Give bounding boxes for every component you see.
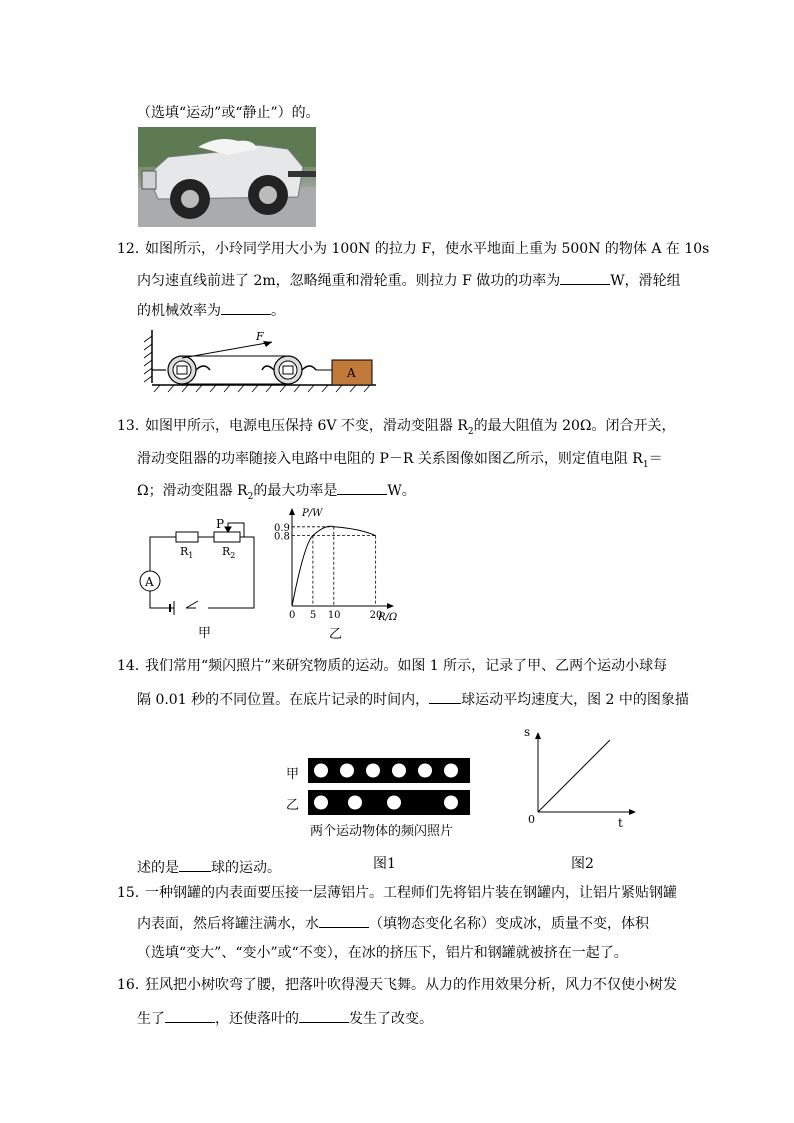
choice-hint-line: （选填“运动”或“静止”）的。 — [137, 105, 320, 121]
question-16-number: 16． — [117, 977, 149, 993]
slider-p-label: P — [216, 517, 225, 531]
question-12-line-3: 的机械效率为 。 — [137, 300, 285, 321]
r1-label: $R_1$ — [180, 545, 194, 560]
figure-1-label: 图1 — [373, 856, 396, 872]
x-tick-label: 0 — [289, 610, 296, 621]
question-14-line-2: 隔 0.01 秒的不同位置。在底片记录的时间内， 球运动平均速度大，图 2 中的图象描 — [137, 689, 689, 710]
ammeter-label: A — [145, 575, 154, 589]
pulley-figure — [140, 328, 380, 398]
block-a-label: A — [347, 366, 356, 380]
answer-blank-power[interactable] — [560, 270, 610, 285]
x-axis-arrow — [387, 603, 394, 609]
y-axis-arrow — [289, 508, 295, 515]
force-label: F — [256, 330, 264, 343]
question-13-line-2: 滑动变阻器的功率随接入电路中电阻的 P－R 关系图像如图乙所示，则定值电阻 $R_1=$ — [137, 451, 663, 470]
question-13-line-1: 如图甲所示，电源电压保持 6V 不变，滑动变阻器 $R_2$的最大阻值为 20Ω。闭合开关， — [145, 418, 676, 437]
power-resistance-graph — [272, 506, 412, 644]
question-14-line-1: 我们常用“频闪照片”来研究物质的运动。如图 1 所示，记录了甲、乙两个运动小球每 — [145, 658, 668, 674]
s-axis-label: s — [524, 725, 531, 739]
question-13-line-3: Ω；滑动变阻器 $R_2$的最大功率是 W。 — [137, 480, 416, 507]
ball-jia — [340, 764, 354, 778]
vehicle-photo — [138, 127, 316, 227]
row-yi-label: 乙 — [286, 798, 300, 813]
ball-jia — [314, 764, 328, 778]
circuit-caption: 甲 — [198, 626, 212, 641]
question-15-line-2: 内表面，然后将罐注满水，水 （填物态变化名称）变成冰，质量不变，体积 — [137, 913, 649, 934]
answer-blank-max-power[interactable] — [337, 480, 387, 495]
y-tick-label: 0.8 — [274, 531, 290, 543]
graph-caption: 乙 — [329, 627, 343, 642]
question-12-line-2: 内匀速直线前进了 2m，忽略绳重和滑轮重。则拉力 F 做功的功率为 W，滑轮组 — [137, 270, 681, 291]
y-axis-label: P/W — [302, 508, 323, 519]
row-jia-label: 甲 — [286, 767, 300, 782]
question-15-line-3: （选填“变大”、“变小”或“不变），在冰的挤压下，铝片和钢罐就被挤在一起了。 — [137, 945, 628, 961]
question-15-number: 15． — [117, 885, 149, 901]
figure-2-label: 图2 — [571, 856, 594, 872]
t-axis-label: t — [618, 816, 623, 830]
ball-yi — [348, 796, 362, 810]
strobe-caption: 两个运动物体的频闪照片 — [310, 824, 454, 839]
x-axis-label: R/Ω — [378, 612, 398, 623]
question-12-line-1: 如图所示，小玲同学用大小为 100N 的拉力 F，使水平地面上重为 500N 的物体 A 在 10s — [145, 241, 710, 257]
ball-jia — [392, 764, 406, 778]
question-14-number: 14． — [117, 658, 149, 674]
answer-blank-faster-ball[interactable] — [429, 689, 461, 704]
strobe-photo-figure — [284, 756, 484, 864]
answer-blank-effect-1[interactable] — [165, 1008, 215, 1023]
answer-blank-graph-ball[interactable] — [179, 857, 211, 872]
ball-yi — [387, 796, 401, 810]
question-15-line-1: 一种钢罐的内表面要压接一层薄铝片。工程师们先将铝片装在钢罐内，让铝片紧贴钢罐 — [145, 885, 677, 901]
y-tick-label: 0.9 — [274, 522, 290, 534]
answer-blank-efficiency[interactable] — [221, 300, 271, 315]
ball-jia — [444, 764, 458, 778]
ball-yi — [444, 796, 458, 810]
question-14-line-3: 述的是 球的运动。 — [137, 857, 281, 878]
r2-label: $R_2$ — [222, 545, 236, 560]
answer-blank-effect-2[interactable] — [299, 1008, 349, 1023]
question-13-number: 13． — [117, 418, 149, 434]
s-t-graph — [518, 722, 642, 832]
question-12-number: 12． — [117, 241, 149, 257]
circuit-diagram — [132, 515, 268, 645]
question-16-line-1: 狂风把小树吹弯了腰，把落叶吹得漫天飞舞。从力的作用效果分析，风力不仅使小树发 — [145, 977, 677, 993]
ball-jia — [366, 764, 380, 778]
x-tick-label: 20 — [369, 610, 383, 621]
question-16-line-2: 生了 ，还使落叶的 发生了改变。 — [137, 1008, 433, 1029]
x-tick-label: 5 — [309, 610, 317, 621]
answer-blank-state-change[interactable] — [319, 913, 369, 928]
ball-jia — [418, 764, 432, 778]
origin-label: 0 — [528, 813, 535, 826]
ball-yi — [314, 796, 328, 810]
x-tick-label: 10 — [327, 610, 341, 621]
